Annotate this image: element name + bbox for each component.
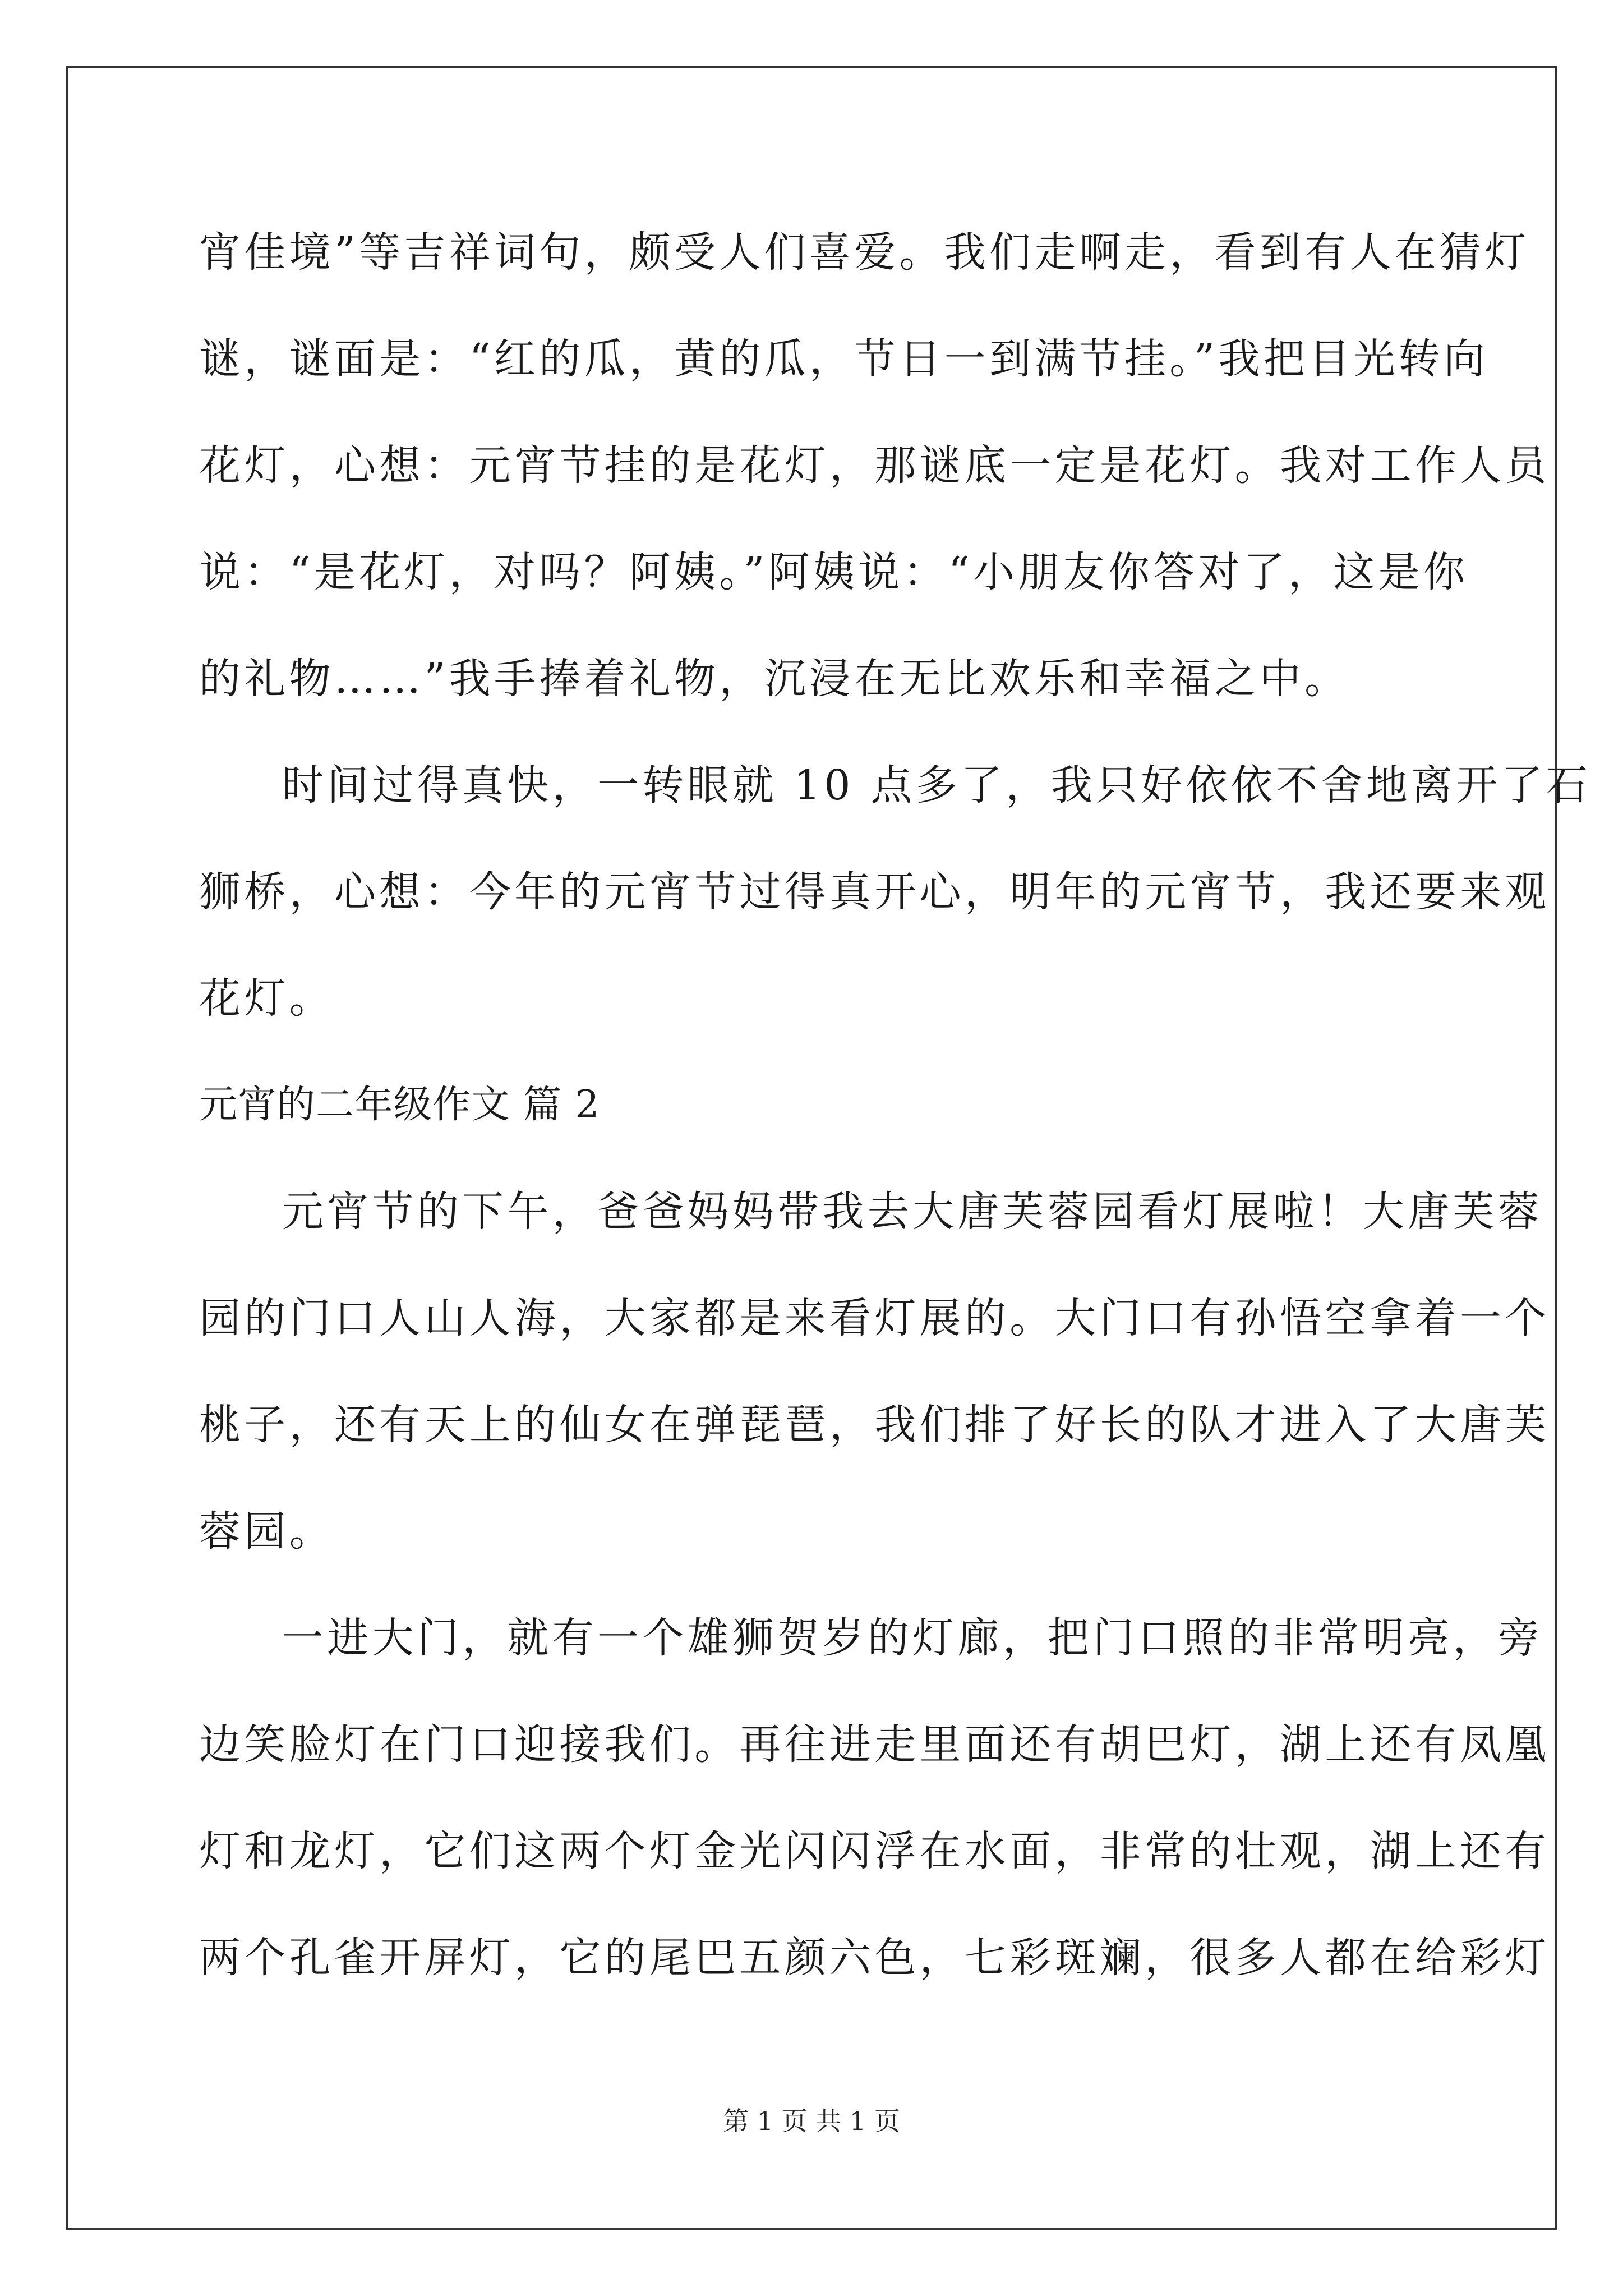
text-line: 两个孔雀开屏灯，它的尾巴五颜六色，七彩斑斓，很多人都在给彩灯 — [199, 1934, 1550, 1982]
paragraph-first-line: 时间过得真快，一转眼就 10 点多了，我只好依依不舍地离开了石 — [282, 761, 1592, 809]
document-body — [199, 199, 1592, 2011]
page-number-footer: 第 1 页 共 1 页 — [723, 2106, 900, 2136]
text-line: 桃子，还有天上的仙女在弹琵琶，我们排了好长的队才进入了大唐芙 — [199, 1401, 1550, 1449]
paragraph-first-line: 元宵节的下午，爸爸妈妈带我去大唐芙蓉园看灯展啦！大唐芙蓉 — [282, 1188, 1543, 1236]
paragraph-first-line: 一进大门，就有一个雄狮贺岁的灯廊，把门口照的非常明亮，旁 — [282, 1614, 1543, 1662]
text-line: 的礼物……”我手捧着礼物，沉浸在无比欢乐和幸福之中。 — [199, 655, 1350, 703]
text-line: 谜，谜面是：“红的瓜，黄的瓜，节日一到满节挂。”我把目光转向 — [199, 335, 1489, 383]
text-line: 边笑脸灯在门口迎接我们。再往进走里面还有胡巴灯，湖上还有凤凰 — [199, 1720, 1550, 1769]
text-line: 蓉园。 — [199, 1507, 334, 1556]
text-line: 灯和龙灯，它们这两个灯金光闪闪浮在水面，非常的壮观，湖上还有 — [199, 1827, 1550, 1875]
section-heading: 元宵的二年级作文 篇 2 — [199, 1083, 600, 1127]
text-line: 园的门口人山人海，大家都是来看灯展的。大门口有孙悟空拿着一个 — [199, 1294, 1550, 1342]
text-line: 狮桥，心想：今年的元宵节过得真开心，明年的元宵节，我还要来观 — [199, 868, 1550, 916]
text-line: 花灯。 — [199, 974, 334, 1023]
text-line: 花灯，心想：元宵节挂的是花灯，那谜底一定是花灯。我对工作人员 — [199, 441, 1550, 490]
text-line: 宵佳境”等吉祥词句，颇受人们喜爱。我们走啊走，看到有人在猜灯 — [199, 228, 1530, 277]
text-line: 说：“是花灯，对吗？阿姨。”阿姨说：“小朋友你答对了，这是你 — [199, 548, 1469, 596]
